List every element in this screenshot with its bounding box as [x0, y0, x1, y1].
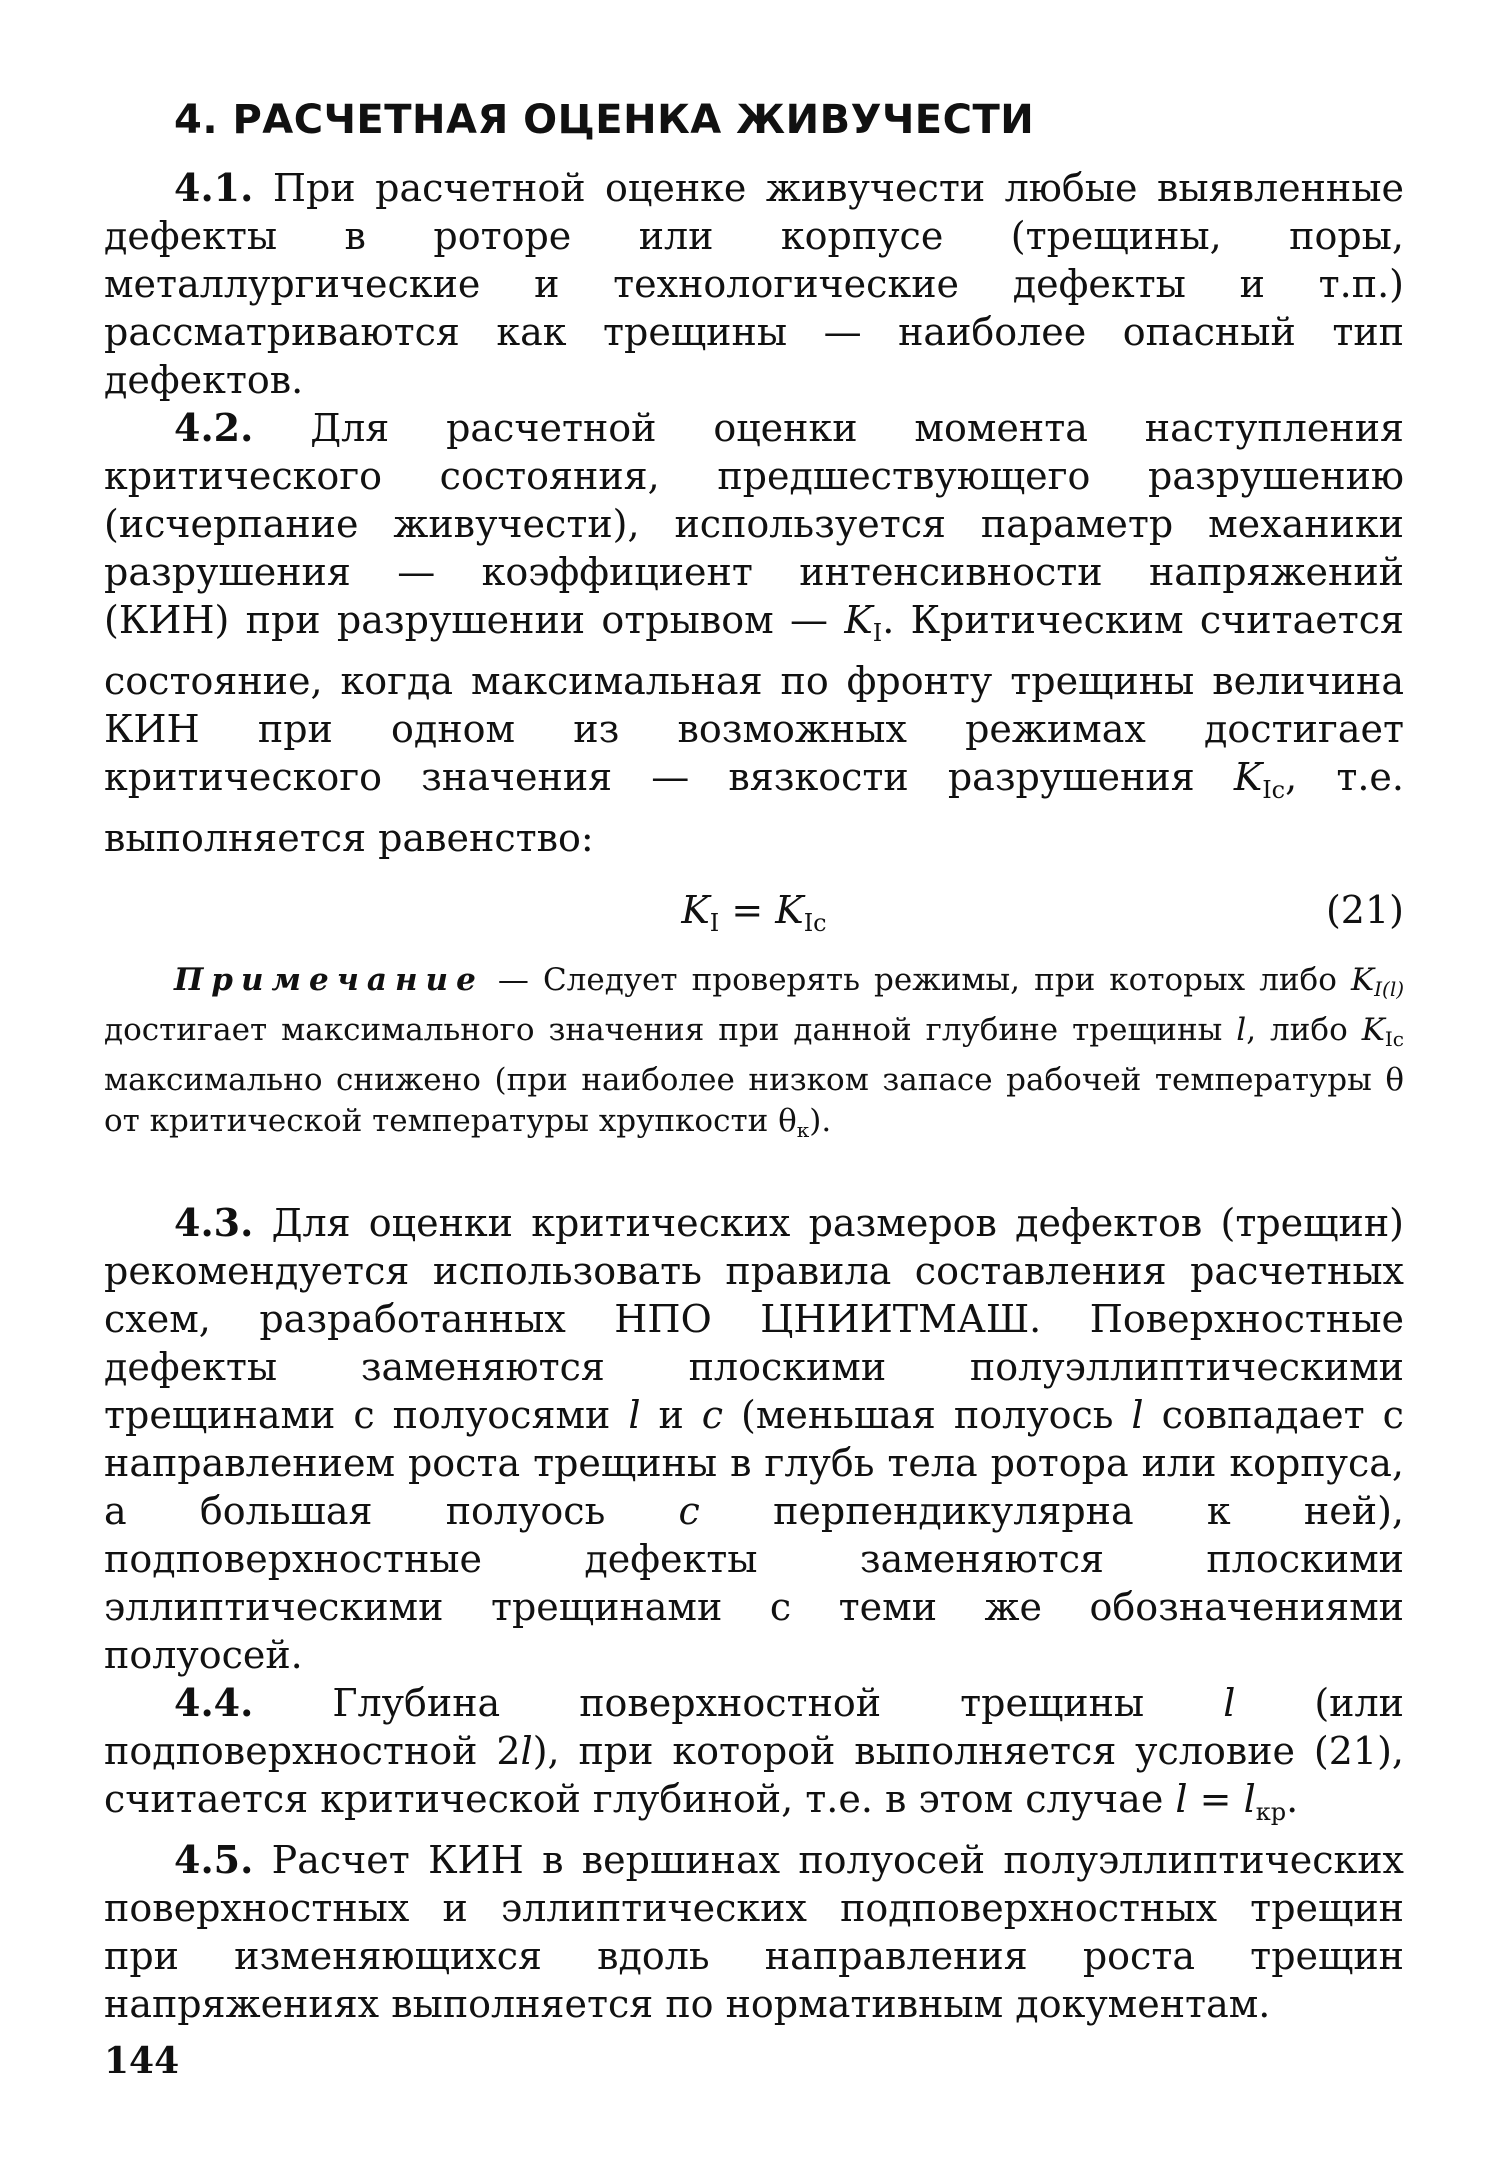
- l-symbol: l: [1243, 1777, 1256, 1821]
- l-symbol: l: [1223, 1681, 1236, 1725]
- paragraph-4-5: [104, 1836, 1404, 2028]
- paragraph-text: Для расчетной оценки момента наступления критического состояния, предшествующего разрушению (исчерпание живучести), используется параметр механики разрушения — коэффициент интенсивности напряжений (КИН) при разрушении отрывом —: [104, 406, 1404, 642]
- note-text: максимально снижено (при наиболее низком запасе рабочей температуры θ от критической температуры хрупкости θ: [104, 1062, 1404, 1139]
- and-word: и: [658, 1393, 684, 1437]
- equation-21: [104, 874, 1404, 946]
- equation-lhs-subscript: I: [709, 909, 720, 937]
- paragraph-text: . Критическим считается состояние, когда максимальная по фронту трещины величина КИН при одном из возможных режимах достигает критического значения — вязкости разрушения: [104, 598, 1404, 799]
- paragraph-text: (или подповерхностной 2: [104, 1681, 1404, 1773]
- paragraph-4-2: [104, 404, 1404, 862]
- paragraph-text: совпадает с направлением роста трещины в глубь тела ротора или корпуса, а большая полуось: [104, 1393, 1404, 1533]
- paragraph-number: 4.4.: [174, 1680, 254, 1725]
- note: [104, 960, 1404, 1151]
- note-text: достигает максимального значения при данной глубине трещины: [104, 1012, 1223, 1048]
- note-end: ).: [809, 1103, 832, 1139]
- paragraph-4-1: [104, 164, 1404, 404]
- paragraph-number: 4.2.: [174, 405, 254, 450]
- kic-subscript: Ic: [1262, 776, 1286, 804]
- l-symbol: l: [520, 1729, 533, 1773]
- k-subscript: I: [872, 619, 883, 647]
- l-symbol: l: [628, 1393, 641, 1437]
- paragraph-text: Для оценки критических размеров дефектов (трещин) рекомендуется использовать правила составления расчетных схем, разработанных НПО ЦНИИТМАШ. Поверхностные дефекты заменяются плоскими полуэллиптическими трещинами с полуосями: [104, 1201, 1404, 1437]
- paragraph-text: перпендикулярна к ней), подповерхностные дефекты заменяются плоскими эллиптическими трещинами с теми же обозначениями полуосей.: [104, 1489, 1404, 1677]
- paragraph-text: Расчет КИН в вершинах полуосей полуэллиптических поверхностных и эллиптических подповерхностных трещин при изменяющихся вдоль направления роста трещин напряжениях выполняется по нормативным документам.: [104, 1838, 1404, 2026]
- paragraph-number: 4.3.: [174, 1200, 254, 1245]
- equation-expression: [104, 886, 1404, 947]
- note-label: Примечание: [174, 962, 484, 998]
- equation-rhs: K: [775, 888, 804, 932]
- k-symbol: K: [844, 598, 873, 642]
- equals-sign: =: [1199, 1777, 1232, 1821]
- l-symbol: l: [1175, 1777, 1188, 1821]
- l-symbol: l: [1131, 1393, 1144, 1437]
- paragraph-4-3: [104, 1199, 1404, 1679]
- c-symbol: c: [678, 1489, 700, 1533]
- k-symbol: K: [1350, 962, 1375, 998]
- paragraph-text: При расчетной оценке живучести любые выявленные дефекты в роторе или корпусе (трещины, поры, металлургические и технологические дефекты и т.п.) рассматриваются как трещины — наиболее опасный тип дефектов.: [104, 166, 1404, 402]
- equation-lhs: K: [681, 888, 710, 932]
- kic-subscript: Ic: [1384, 1027, 1405, 1051]
- k-subscript: I(l): [1374, 977, 1405, 1001]
- paragraph-number: 4.1.: [174, 165, 254, 210]
- k-symbol: K: [1361, 1012, 1385, 1048]
- page-body: [104, 96, 1404, 2028]
- l-symbol: l: [1236, 1012, 1247, 1048]
- equation-equals: =: [731, 888, 764, 932]
- note-text: Следует проверять режимы, при которых либо: [542, 962, 1337, 998]
- spacer: [104, 1151, 1404, 1199]
- kr-subscript: кр: [1255, 1798, 1287, 1826]
- paragraph-text: ), при которой выполняется условие (21), считается критической глубиной, т.е. в этом случае: [104, 1729, 1404, 1821]
- equation-rhs-subscript: Ic: [803, 909, 827, 937]
- section-heading: 4. РАСЧЕТНАЯ ОЦЕНКА ЖИВУЧЕСТИ: [174, 97, 1035, 143]
- c-symbol: c: [701, 1393, 724, 1437]
- equation-number: (21): [1325, 888, 1404, 932]
- paragraph-number: 4.5.: [174, 1837, 254, 1882]
- paragraph-end: .: [1286, 1777, 1299, 1821]
- note-text: , либо: [1246, 1012, 1348, 1048]
- paragraph-text: (меньшая полуось: [741, 1393, 1114, 1437]
- paragraph-4-4: [104, 1679, 1404, 1836]
- k-symbol: K: [1233, 755, 1263, 799]
- paragraph-text: , т.е. выполняется равенство:: [104, 755, 1404, 860]
- theta-subscript: к: [796, 1118, 810, 1142]
- page-number: 144: [104, 2040, 180, 2082]
- note-dash: —: [497, 962, 529, 998]
- paragraph-text: Глубина поверхностной трещины: [332, 1681, 1145, 1725]
